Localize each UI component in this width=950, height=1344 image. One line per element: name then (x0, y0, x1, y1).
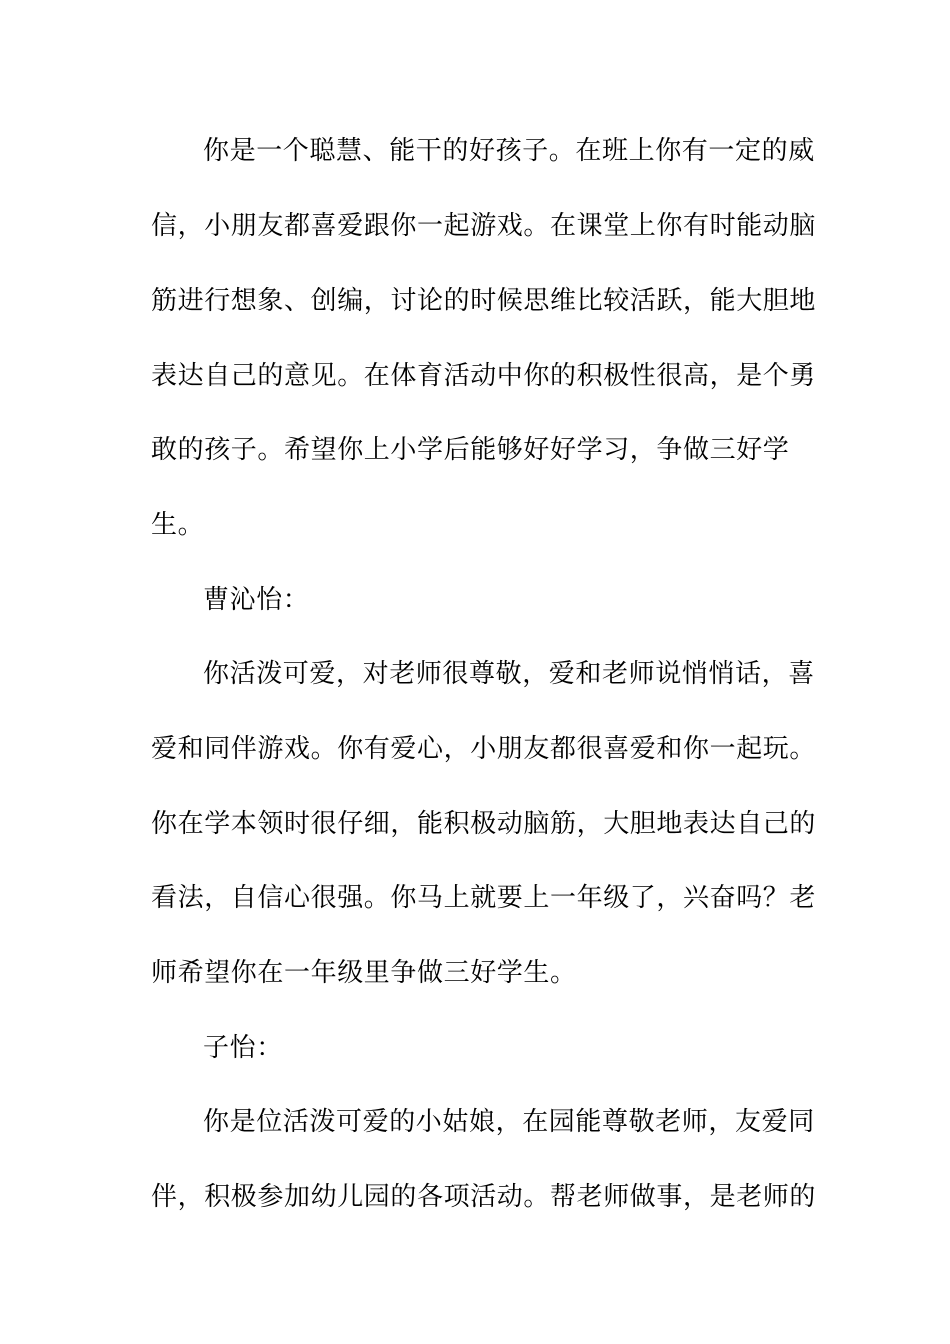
paragraph-line: 你是一个聪慧、能干的好孩子。在班上你有一定的威 (203, 136, 815, 166)
paragraph-line: 你是位活泼可爱的小姑娘，在园能尊敬老师，友爱同 (203, 1107, 815, 1137)
paragraph-line: 你在学本领时很仔细，能积极动脑筋，大胆地表达自己的 (151, 809, 817, 839)
paragraph-line: 爱和同伴游戏。你有爱心，小朋友都很喜爱和你一起玩。 (151, 734, 817, 764)
paragraph-line: 你活泼可爱，对老师很尊敬，爱和老师说悄悄话，喜 (203, 659, 815, 689)
paragraph-line: 伴，积极参加幼儿园的各项活动。帮老师做事，是老师的 (151, 1182, 817, 1212)
paragraph-line: 信，小朋友都喜爱跟你一起游戏。在课堂上你有时能动脑 (151, 211, 817, 241)
paragraph-line: 师希望你在一年级里争做三好学生。 (151, 958, 577, 988)
paragraph-line: 表达自己的意见。在体育活动中你的积极性很高，是个勇 (151, 361, 817, 391)
paragraph-line: 筋进行想象、创编，讨论的时候思维比较活跃，能大胆地 (151, 286, 817, 316)
student-name: 曹沁怡： (203, 585, 310, 615)
paragraph-line: 敢的孩子。希望你上小学后能够好好学习，争做三好学 (151, 435, 790, 465)
student-name: 子怡： (203, 1033, 283, 1063)
paragraph-line: 看法，自信心很强。你马上就要上一年级了，兴奋吗？老 (151, 883, 817, 913)
paragraph-line: 生。 (151, 510, 205, 540)
